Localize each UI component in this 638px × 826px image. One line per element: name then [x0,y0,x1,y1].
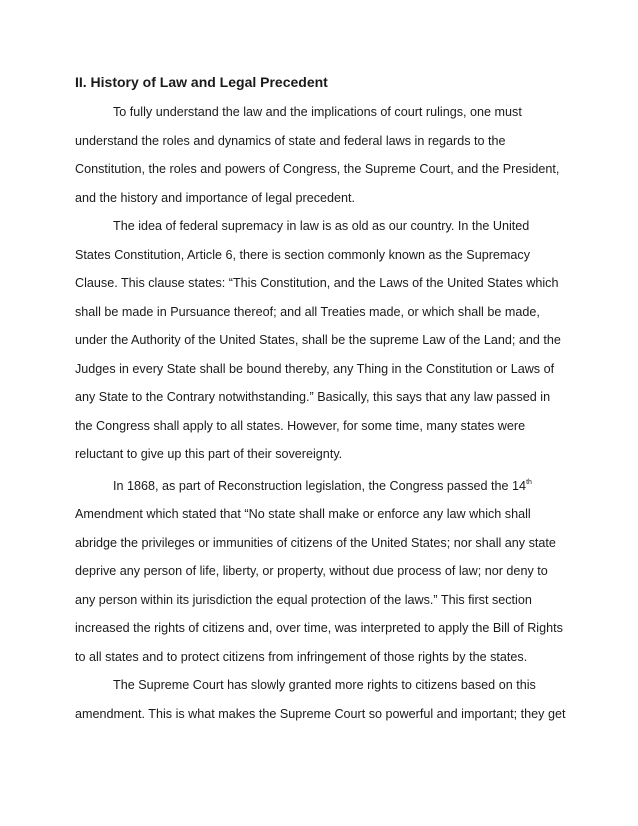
paragraph-line: the Congress shall apply to all states. However, for some time, many states were [75,418,526,433]
ordinal-suffix: th [526,478,532,486]
paragraph-3 [75,469,568,672]
paragraph-line: Clause. This clause states: “This Constitution, and the Laws of the United States which [75,276,559,290]
paragraph-line: shall be made in Pursuance thereof; and all Treaties made, or which shall be made, [75,304,540,319]
paragraph-line: abridge the privileges or immunities of citizens of the United States; nor shall any state [75,535,556,550]
paragraph-line: States Constitution, Article 6, there is section commonly known as the Supremacy [75,247,530,262]
paragraph-line: To fully understand the law and the implications of court rulings, one must [113,105,522,119]
paragraph-line: under the Authority of the United States, shall be the supreme Law of the Land; and the [75,333,561,347]
paragraph-line: Judges in every State shall be bound thereby, any Thing in the Constitution or Laws of [75,361,555,376]
paragraph-line: to all states and to protect citizens from infringement of those rights by the states. [75,649,528,664]
paragraph-line: reluctant to give up this part of their sovereignty. [75,447,343,461]
paragraph-2 [75,212,568,469]
section-heading: II. History of Law and Legal Precedent [75,74,328,90]
paragraph-line: and the history and importance of legal precedent. [75,190,356,205]
paragraph-line: any State to the Contrary notwithstanding.” Basically, this says that any law passed in [75,390,551,404]
paragraph-line: any person within its jurisdiction the equal protection of the laws.” This first section [75,592,532,607]
paragraph-4 [75,671,568,728]
paragraph-line: amendment. This is what makes the Supreme Court so powerful and important; they get [75,706,566,721]
paragraph-line: deprive any person of life, liberty, or property, without due process of law; nor deny to [75,564,548,578]
paragraph-line: Constitution, the roles and powers of Congress, the Supreme Court, and the President, [75,162,560,176]
paragraph-line: The Supreme Court has slowly granted more rights to citizens based on this [113,678,536,692]
paragraph-line: understand the roles and dynamics of state and federal laws in regards to the [75,133,506,148]
paragraph-line: increased the rights of citizens and, over time, was interpreted to apply the Bill of Rights [75,621,563,635]
paragraph-line: The idea of federal supremacy in law is as old as our country. In the United [113,219,530,233]
paragraph-line [75,469,568,501]
paragraph-line-text: In 1868, as part of Reconstruction legislation, the Congress passed the 14 [113,478,527,493]
paragraph-line: Amendment which stated that “No state shall make or enforce any law which shall [75,507,531,521]
paragraph-1 [75,98,568,212]
